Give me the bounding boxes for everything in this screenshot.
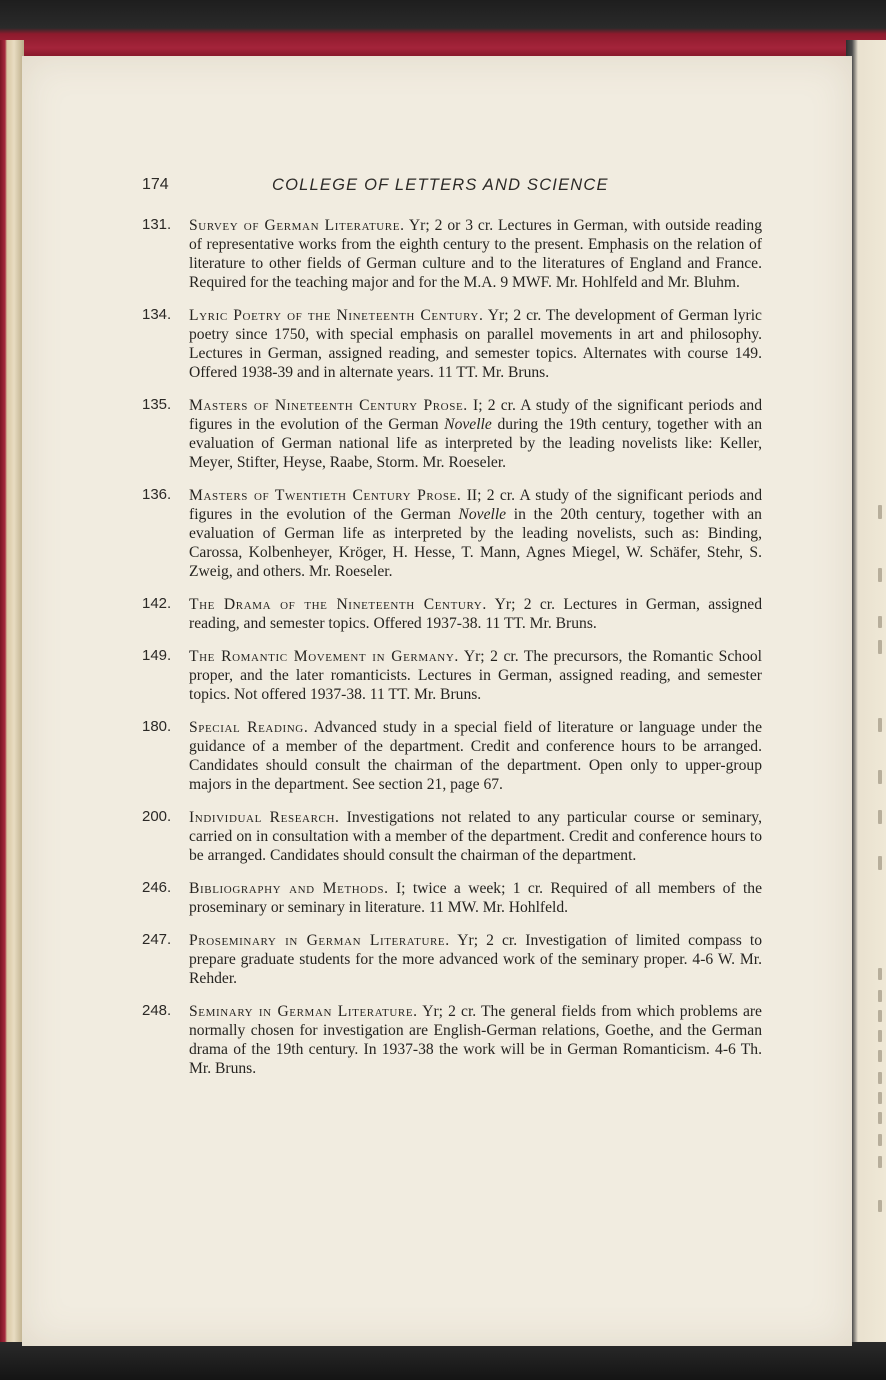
course-entry xyxy=(142,931,762,988)
course-entry xyxy=(142,216,762,292)
course-text: in the 20th century, together with an evaluation of German life as interpreted by the leading novelists, such as: Binding, Carossa, Kolbenheyer, Kröger, H. Hesse, T. Mann, Agnes Miegel, W. Schäfer, Stehr, S. Zweig, and others. Mr. Roeseler. xyxy=(189,506,762,580)
course-number: 134. xyxy=(142,306,172,323)
course-text: II; 2 cr. A study of the significant periods and figures in the evolution of the German xyxy=(189,487,762,523)
course-text: Yr; 2 cr. Investigation of limited compass to prepare graduate students for the more advanced work of the seminary proper. 4-6 W. Mr. Rehder. xyxy=(189,932,762,987)
course-number: 131. xyxy=(142,216,172,233)
book-cover-top xyxy=(0,0,886,60)
course-list xyxy=(142,216,762,1092)
course-text: I; twice a week; 1 cr. Required of all members of the proseminary or seminary in literature. 11 MW. Mr. Hohlfeld. xyxy=(189,880,762,916)
course-title: Special Reading. xyxy=(189,719,309,736)
course-text-italic: Novelle xyxy=(444,416,492,433)
course-description xyxy=(189,718,762,794)
course-description xyxy=(189,879,762,917)
course-title: Survey of German Literature. xyxy=(189,217,405,234)
course-entry xyxy=(142,647,762,704)
course-description xyxy=(189,396,762,472)
course-number: 136. xyxy=(142,486,172,503)
course-text: Yr; 2 cr. The development of German lyric poetry since 1750, with special emphasis on parallel movements in art and philosophy. Lectures in German, assigned reading, and semester topics. Alternates with course 149. Offered 1938-39 and in alternate years. 11 TT. Mr. Bruns. xyxy=(189,307,762,381)
running-title: COLLEGE OF LETTERS AND SCIENCE xyxy=(272,176,609,194)
course-entry xyxy=(142,486,762,581)
course-description xyxy=(189,306,762,382)
course-entry xyxy=(142,808,762,865)
page-number: 174 xyxy=(142,176,169,193)
course-title: Masters of Nineteenth Century Prose. xyxy=(189,397,468,414)
course-text: Yr; 2 or 3 cr. Lectures in German, with outside reading of representative works from the eighth century to the present. Emphasis on the relation of literature to other fields of German culture and to the literatures of England and France. Required for the teaching major and for the M.A. 9 MWF. Mr. Hohlfeld and Mr. Bluhm. xyxy=(189,217,763,291)
course-number: 149. xyxy=(142,647,172,664)
course-number: 247. xyxy=(142,931,172,948)
course-title: The Romantic Movement in Germany. xyxy=(189,648,459,665)
course-description xyxy=(189,595,762,633)
course-description xyxy=(189,647,762,704)
course-title: Lyric Poetry of the Nineteenth Century. xyxy=(189,307,484,324)
course-number: 248. xyxy=(142,1002,172,1019)
course-text-italic: Novelle xyxy=(458,506,507,523)
course-text: Yr; 2 cr. The general fields from which problems are normally chosen for investigation are English-German relations, Goethe, and the German drama of the 19th century. In 1937-38 the work will be in German Romanticism. 4-6 Th. Mr. Bruns. xyxy=(189,1003,762,1077)
course-text: I; 2 cr. A study of the significant periods and figures in the evolution of the German xyxy=(189,397,762,433)
course-description xyxy=(189,486,762,581)
course-text: Investigations not related to any particular course or seminary, carried on in consultation with a member of the department. Credit and conference hours to be arranged. Candidates should consult the chairman of the department. xyxy=(189,809,762,864)
course-description xyxy=(189,1002,762,1078)
course-number: 200. xyxy=(142,808,172,825)
course-entry xyxy=(142,306,762,382)
course-title: Seminary in German Literature. xyxy=(189,1003,418,1020)
course-title: Masters of Twentieth Century Prose. xyxy=(189,487,462,504)
course-entry xyxy=(142,595,762,633)
course-description xyxy=(189,931,762,988)
course-title: Proseminary in German Literature. xyxy=(189,932,450,949)
running-head xyxy=(142,176,772,198)
course-title: The Drama of the Nineteenth Century. xyxy=(189,596,487,613)
course-number: 142. xyxy=(142,595,172,612)
background-bottom xyxy=(0,1342,886,1380)
course-title: Bibliography and Methods. xyxy=(189,880,389,897)
course-number: 180. xyxy=(142,718,172,735)
course-text: Yr; 2 cr. The precursors, the Romantic School proper, and the later romanticists. Lectures in German, assigned reading, and semester topics. Not offered 1937-38. 11 TT. Mr. Bruns. xyxy=(189,648,762,703)
next-page-text-fragments xyxy=(872,0,886,1380)
course-entry xyxy=(142,718,762,794)
course-title: Individual Research. xyxy=(189,809,340,826)
course-entry xyxy=(142,396,762,472)
course-number: 246. xyxy=(142,879,172,896)
book-cover-left-edge xyxy=(0,40,24,1350)
course-entry xyxy=(142,1002,762,1078)
course-text: Yr; 2 cr. Lectures in German, assigned reading, and semester topics. Offered 1937-38. 11 TT. Mr. Bruns. xyxy=(189,596,762,632)
course-number: 135. xyxy=(142,396,172,413)
course-entry xyxy=(142,879,762,917)
course-text: during the 19th century, together with an evaluation of German national life as interpreted by the leading novelists like: Keller, Meyer, Stifter, Heyse, Raabe, Storm. Mr. Roeseler. xyxy=(189,416,762,471)
course-text: Advanced study in a special field of literature or language under the guidance of a member of the department. Credit and conference hours to be arranged. Candidates should consult the chairman of the department. Open only to upper-group majors in the department. See section 21, page 67. xyxy=(189,719,762,793)
course-description xyxy=(189,216,762,292)
course-description xyxy=(189,808,762,865)
